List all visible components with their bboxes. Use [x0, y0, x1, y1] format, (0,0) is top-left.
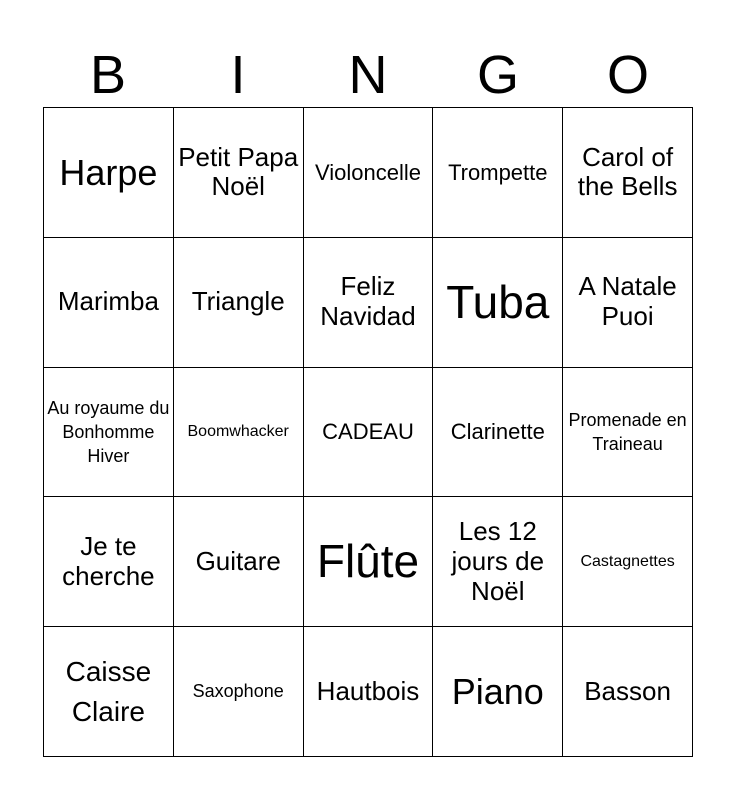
bingo-cell[interactable]: Clarinette [433, 368, 563, 498]
bingo-cell[interactable]: Caisse Claire [44, 627, 174, 757]
bingo-cell[interactable]: Feliz Navidad [304, 238, 434, 368]
bingo-cell[interactable]: Flûte [304, 497, 434, 627]
bingo-cell[interactable]: A Natale Puoi [563, 238, 693, 368]
bingo-cell[interactable]: Au royaume du Bonhomme Hiver [44, 368, 174, 498]
bingo-cell[interactable]: Triangle [174, 238, 304, 368]
header-letter-g: G [476, 45, 519, 105]
bingo-cell[interactable]: Basson [563, 627, 693, 757]
bingo-cell[interactable]: Les 12 jours de Noël [433, 497, 563, 627]
bingo-cell[interactable]: Je te cherche [44, 497, 174, 627]
bingo-cell[interactable]: Guitare [174, 497, 304, 627]
header-letter-b: B [89, 45, 127, 105]
bingo-cell[interactable]: Violoncelle [304, 108, 434, 238]
bingo-cell[interactable]: Hautbois [304, 627, 434, 757]
bingo-cell[interactable]: Petit Papa Noël [174, 108, 304, 238]
header-letter-i: I [230, 45, 246, 105]
bingo-cell[interactable]: Carol of the Bells [563, 108, 693, 238]
bingo-cell[interactable]: Piano [433, 627, 563, 757]
bingo-cell[interactable]: Harpe [44, 108, 174, 238]
bingo-cell[interactable]: Tuba [433, 238, 563, 368]
bingo-cell[interactable]: CADEAU [304, 368, 434, 498]
bingo-cell[interactable]: Trompette [433, 108, 563, 238]
header-letter-n: N [348, 45, 388, 105]
bingo-cell[interactable]: Marimba [44, 238, 174, 368]
bingo-cell[interactable]: Boomwhacker [174, 368, 304, 498]
bingo-cell[interactable]: Saxophone [174, 627, 304, 757]
bingo-cell[interactable]: Castagnettes [563, 497, 693, 627]
bingo-cell[interactable]: Promenade en Traineau [563, 368, 693, 498]
bingo-header [43, 44, 693, 106]
header-letter-o: O [606, 45, 649, 105]
bingo-board [43, 107, 693, 757]
